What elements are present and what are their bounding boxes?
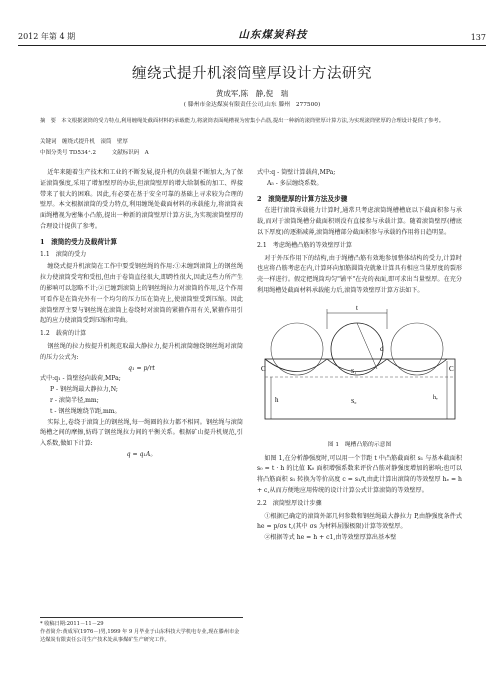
section-1-2-heading: 1.2 载荷的计算 [40, 330, 87, 338]
formula-desc: 式中:q - 筒壁计算载荷,MPa; [257, 169, 336, 176]
clc-code: 中图分类号 TD534⁺.2 [40, 150, 96, 156]
fig-label-d: d [380, 344, 384, 353]
fig-label-h: h [275, 395, 279, 404]
fig-label-s1: S₁ [351, 368, 357, 375]
right-column [257, 168, 462, 544]
paragraph: ②根据等式 he = h + c1,由等效壁厚算出基本壁 [264, 534, 397, 542]
fig-label-s0: S₀ [351, 398, 357, 405]
paper-title: 缠绕式提升机滚筒壁厚设计方法研究 [132, 66, 372, 82]
abstract: 摘 要 本文根据滚筒的受力特点,利用缠绳处截面材料的承载能力,将滚筒表面绳槽视为密集小凸筋,提出一种新的滚筒壁厚计算方法,为实现滚筒壁厚的合理设计提供了参考。 [40, 118, 445, 124]
formula-2: q = q₁A。 [126, 450, 157, 458]
paragraph: ①根据已确定的滚筒外部几何参数和钢丝绳最大静拉力 P,由静强度条件式 he = p/σs t,(其中 σs 为材料屈服极限)计算等效壁厚。 [257, 512, 462, 531]
formula-desc: t - 钢丝绳缠绕节距,mm。 [50, 407, 121, 415]
paragraph: 对于外压作用下的结构,由于绳槽凸筋有效地参加整体结构的受力,计算时也应将凸筋考虑在内,计算环向加筋圆筒壳就象计算具有相应当量厚度的裂形壳一样进行。假定把绳筒均匀"铺平"在壳的表面,即可求出当量壁厚。在充分利用绳槽处截面材料承载能力后,滚筒等效壁厚计算方法如下。 [257, 254, 462, 294]
section-2-2-heading: 2.2 滚筒壁厚设计步骤 [257, 499, 322, 507]
formula-1: q₁ = p/rt [128, 364, 155, 372]
rope-groove-figure [257, 299, 462, 439]
intro-paragraph: 近年来随着生产技术和工业的不断发展,提升机的负载量不断加大,为了保证滚筒强度,采用了增加壁厚的办法,但滚筒壁厚的增大给制板的加工、焊接带来了很大的困难。因此,有必要在基于安全可靠的基础上寻求较为合理的壁厚。本文根据滚筒的受力特点,利用缠绳处截面材料的承载能力,将滚筒表面绳槽视为密集小凸筋,提出一种新的滚筒壁厚计算方法,为实现滚筒壁厚的合理设计提供了参考。 [40, 169, 243, 230]
page-number: 137 [470, 33, 486, 42]
figure-caption: 图 1 绳槽凸筋的示意图 [327, 441, 392, 448]
doc-code: 文献标识码 A [111, 150, 149, 156]
page-header [18, 22, 486, 46]
rope-groove-diagram [257, 299, 462, 439]
formula-desc: r - 滚筒半径,mm; [50, 396, 99, 404]
received-date: * 收稿日期:2011－11－29 [40, 621, 104, 627]
paragraph: 如图 1,在分析静强度时,可以用一个节距 t 中凸筋截面积 s₁ 与基本截面积 s₀ = t · h 的比值 K₀ 面积增强系数来评价凸筋对静强度增加的影响;也可以将凸筋面积 s₁ 转换为等价高度 c = s₁/t,由此计算出滚筒的等效壁厚 hₑ = h + c,从而方便地应用传统的设计计算公式计算滚筒的等效壁厚。 [257, 454, 462, 494]
paragraph: 实际上,卷绕于滚筒上的钢丝绳,每一绳圈的拉力都不相同。钢丝绳与滚筒绳槽之间的摩擦,妨碍了钢丝绳拉力间的平衡关系。根据矿山提升机规范,引入系数,做如下计算: [40, 418, 243, 448]
drum-shell [265, 359, 455, 419]
section-2-heading: 2 滚筒壁厚的计算方法及步骤 [257, 194, 348, 203]
section-1-1-heading: 1.1 滚筒的受力 [40, 250, 87, 258]
formula-desc: P - 钢丝绳最大静拉力,N; [50, 386, 118, 394]
classification [40, 148, 163, 156]
paragraph: 缠绕式提升机滚筒在工作中要受钢丝绳的作用:①未缠到滚筒上的钢丝绳拉力使滚筒受弯和受扭,但由于卷筒直径很大,即跨性很大,因此这些力所产生的影响可以忽略不计;②已缠到滚筒上的钢丝绳拉力对滚筒的作用,这个作用可看作是在筒壳外有一个均匀的压力压在筒壳上,使滚筒壁受到压缩。因此滚筒壁厚主要与钢丝绳在滚筒上卷绕时对滚筒的紧箍作用有关,紧箍作用引起的应力使滚筒受到压缩和弯曲。 [40, 263, 243, 325]
section-1-heading: 1 滚筒的受力及载荷计算 [40, 237, 118, 246]
footnote [40, 617, 243, 644]
keywords: 关键词 缠绕式提升机 滚筒 壁厚 [40, 139, 129, 145]
paragraph: 钢丝绳的拉力按提升机规范取最大静拉力,提升机滚筒缠绕钢丝绳对滚筒的压力公式为: [40, 342, 243, 361]
formula-desc: A₅ - 多层缠绕系数。 [267, 179, 323, 187]
author-bio: 作者简介:黄成军(1976－)男,1999 年 9 月毕业于山东科技大学机电专业,现在滕州市金达煤炭有限责任公司生产技术处从事煤矿生产研究工作。 [40, 629, 240, 643]
paragraph: 在进行滚筒承载能力计算时,通常只考虑滚筒绳槽槽底以下截面积参与承载,而对于滚筒绳槽分截面积则没有直接参与承载计算。随着滚筒壁厚(槽底以下厚度)的逐渐减薄,滚筒绳槽部分截面积参与承载的作用将日趋明显。 [257, 207, 462, 236]
formula-desc: 式中:q₁ - 筒壁径向载荷,MPa; [40, 375, 121, 383]
left-column [40, 168, 243, 461]
fig-label-he: hₑ [433, 394, 438, 401]
authors: 黄成军,陈 静,倪 瑞 [215, 89, 289, 98]
issue-label: 2012 年第 4 期 [18, 32, 76, 41]
fig-label-c-left: C [261, 364, 266, 373]
section-2-1-heading: 2.1 考虑绳槽凸筋的等效壁厚计算 [257, 241, 353, 249]
journal-logo: 山东煤炭科技 [238, 29, 308, 41]
fig-label-t: t [356, 303, 358, 312]
fig-label-c-right: C [449, 364, 454, 373]
affiliation: ( 滕州市金达煤炭有限责任公司,山东 滕州 277500) [183, 102, 321, 108]
